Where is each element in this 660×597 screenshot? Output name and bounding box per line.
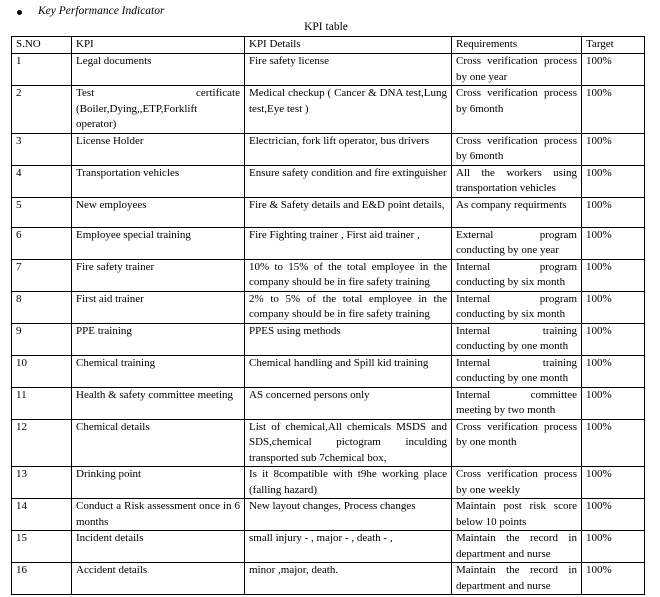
table-row <box>12 323 645 355</box>
cell-target: 100% <box>582 291 645 323</box>
cell-target: 100% <box>582 227 645 259</box>
cell-requirements: Internal program conducting by six month <box>452 291 582 323</box>
cell-requirements: Maintain post risk score below 10 points <box>452 499 582 531</box>
table-row <box>12 227 645 259</box>
table-header-row <box>12 37 645 54</box>
cell-details: Fire & Safety details and E&D point details, <box>245 197 452 227</box>
table-row <box>12 419 645 467</box>
cell-target: 100% <box>582 259 645 291</box>
cell-requirements: Cross verification process by one year <box>452 54 582 86</box>
bullet-heading <box>17 4 164 20</box>
cell-kpi: Legal documents <box>72 54 245 86</box>
table-row <box>12 259 645 291</box>
cell-requirements: Internal training conducting by one month <box>452 355 582 387</box>
cell-details: PPES using methods <box>245 323 452 355</box>
cell-requirements: All the workers using transportation vehicles <box>452 165 582 197</box>
cell-requirements: Cross verification process by one month <box>452 419 582 467</box>
cell-kpi: Transportation vehicles <box>72 165 245 197</box>
cell-requirements: As company requirments <box>452 197 582 227</box>
cell-kpi: Chemical training <box>72 355 245 387</box>
cell-kpi: First aid trainer <box>72 291 245 323</box>
cell-kpi: License Holder <box>72 133 245 165</box>
kpi-table <box>11 36 645 595</box>
cell-kpi: Accident details <box>72 563 245 595</box>
table-row <box>12 499 645 531</box>
cell-requirements: Internal training conducting by one month <box>452 323 582 355</box>
cell-details: 2% to 5% of the total employee in the company should be in fire safety training <box>245 291 452 323</box>
bullet-icon <box>17 10 22 15</box>
cell-details: Fire Fighting trainer , First aid trainer , <box>245 227 452 259</box>
cell-target: 100% <box>582 165 645 197</box>
cell-sno: 7 <box>12 259 72 291</box>
cell-target: 100% <box>582 531 645 563</box>
table-row <box>12 531 645 563</box>
cell-requirements: Cross verification process by one weekly <box>452 467 582 499</box>
table-row <box>12 387 645 419</box>
cell-requirements: Maintain the record in department and nurse <box>452 531 582 563</box>
cell-details: small injury - , major - , death - , <box>245 531 452 563</box>
cell-kpi: Health & safety committee meeting <box>72 387 245 419</box>
cell-details: minor ,major, death. <box>245 563 452 595</box>
cell-kpi: Test certificate (Boiler,Dying,,ETP,Forklift operator) <box>72 86 245 134</box>
cell-kpi: New employees <box>72 197 245 227</box>
cell-details: Medical checkup ( Cancer & DNA test,Lung test,Eye test ) <box>245 86 452 134</box>
cell-details: Ensure safety condition and fire extinguisher <box>245 165 452 197</box>
cell-sno: 12 <box>12 419 72 467</box>
header-kpi: KPI <box>72 37 245 54</box>
cell-details: New layout changes, Process changes <box>245 499 452 531</box>
table-row <box>12 197 645 227</box>
cell-details: List of chemical,All chemicals MSDS and SDS,chemical pictogram inculding transported sub 7chemical box, <box>245 419 452 467</box>
table-row <box>12 291 645 323</box>
table-row <box>12 563 645 595</box>
cell-sno: 2 <box>12 86 72 134</box>
cell-sno: 5 <box>12 197 72 227</box>
cell-target: 100% <box>582 387 645 419</box>
cell-requirements: Internal committee meeting by two month <box>452 387 582 419</box>
cell-sno: 1 <box>12 54 72 86</box>
cell-target: 100% <box>582 86 645 134</box>
cell-requirements: Maintain the record in department and nurse <box>452 563 582 595</box>
header-kpi-details: KPI Details <box>245 37 452 54</box>
table-row <box>12 467 645 499</box>
cell-requirements: Internal program conducting by six month <box>452 259 582 291</box>
cell-sno: 8 <box>12 291 72 323</box>
table-caption: KPI table <box>304 21 348 33</box>
cell-target: 100% <box>582 499 645 531</box>
table-row <box>12 165 645 197</box>
cell-sno: 16 <box>12 563 72 595</box>
cell-sno: 4 <box>12 165 72 197</box>
cell-sno: 11 <box>12 387 72 419</box>
cell-kpi: Chemical details <box>72 419 245 467</box>
cell-details: Chemical handling and Spill kid training <box>245 355 452 387</box>
cell-kpi: Incident details <box>72 531 245 563</box>
cell-kpi: Employee special training <box>72 227 245 259</box>
cell-sno: 14 <box>12 499 72 531</box>
cell-target: 100% <box>582 54 645 86</box>
cell-target: 100% <box>582 355 645 387</box>
cell-sno: 10 <box>12 355 72 387</box>
cell-kpi: PPE training <box>72 323 245 355</box>
table-row <box>12 86 645 134</box>
cell-sno: 6 <box>12 227 72 259</box>
table-row <box>12 355 645 387</box>
cell-target: 100% <box>582 419 645 467</box>
cell-target: 100% <box>582 467 645 499</box>
section-heading: Key Performance Indicator <box>38 5 165 18</box>
cell-details: AS concerned persons only <box>245 387 452 419</box>
cell-sno: 15 <box>12 531 72 563</box>
cell-details: Electrician, fork lift operator, bus drivers <box>245 133 452 165</box>
cell-details: Fire safety license <box>245 54 452 86</box>
cell-sno: 13 <box>12 467 72 499</box>
table-row <box>12 133 645 165</box>
cell-details: Is it 8compatible with t9he working place (falling hazard) <box>245 467 452 499</box>
cell-kpi: Drinking point <box>72 467 245 499</box>
header-requirements: Requirements <box>452 37 582 54</box>
cell-sno: 3 <box>12 133 72 165</box>
cell-kpi: Conduct a Risk assessment once in 6 months <box>72 499 245 531</box>
cell-target: 100% <box>582 133 645 165</box>
cell-sno: 9 <box>12 323 72 355</box>
cell-target: 100% <box>582 563 645 595</box>
header-sno: S.NO <box>12 37 72 54</box>
cell-kpi: Fire safety trainer <box>72 259 245 291</box>
table-row <box>12 54 645 86</box>
cell-requirements: Cross verification process by 6month <box>452 133 582 165</box>
cell-requirements: External program conducting by one year <box>452 227 582 259</box>
cell-target: 100% <box>582 197 645 227</box>
cell-details: 10% to 15% of the total employee in the company should be in fire safety training <box>245 259 452 291</box>
cell-target: 100% <box>582 323 645 355</box>
cell-requirements: Cross verification process by 6month <box>452 86 582 134</box>
header-target: Target <box>582 37 645 54</box>
